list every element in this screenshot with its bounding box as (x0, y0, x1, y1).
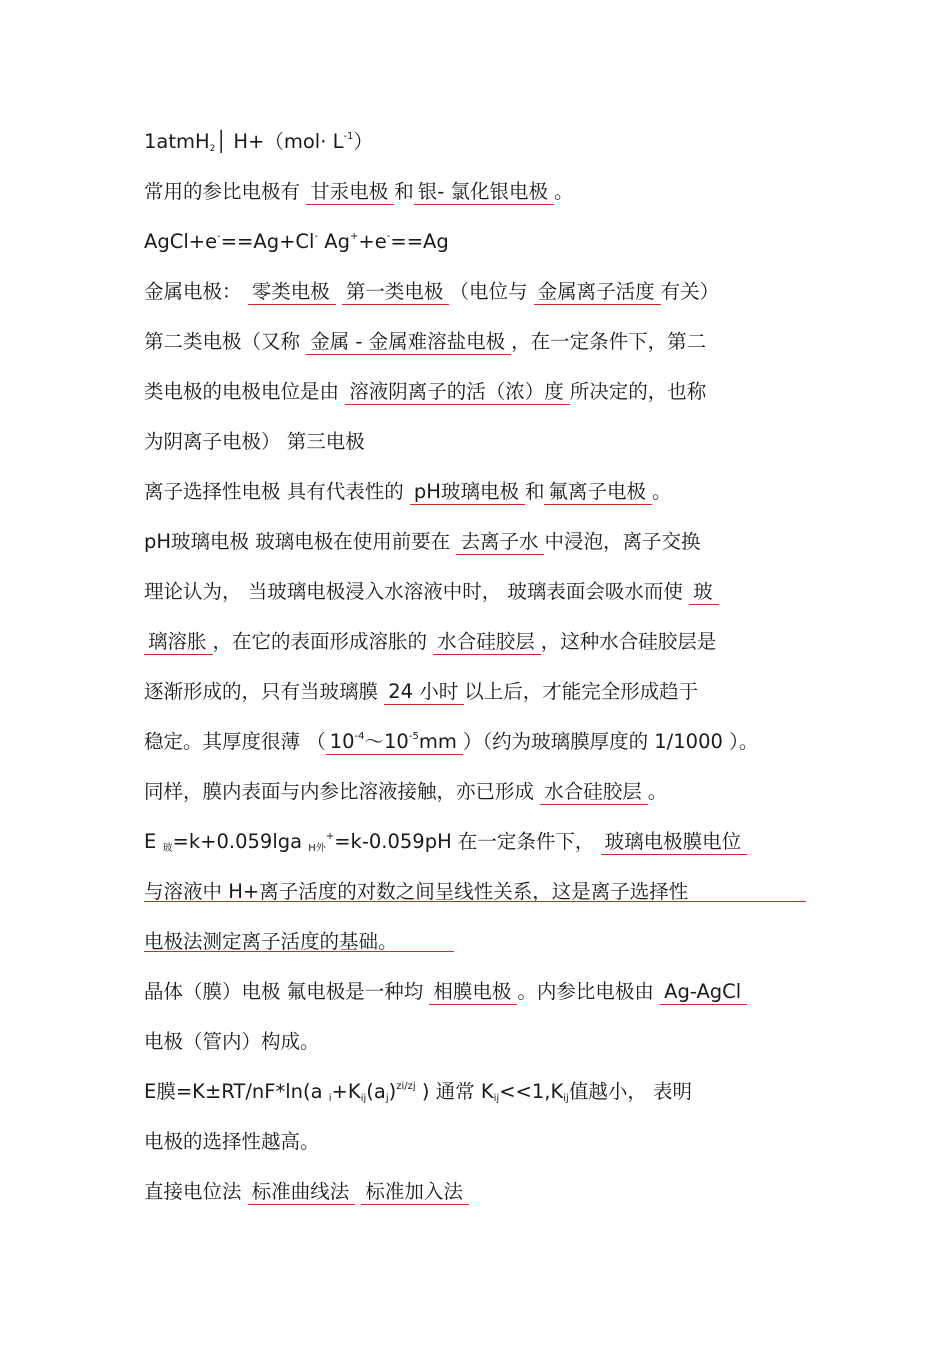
line-ion-selective (144, 477, 814, 507)
line-basis (144, 927, 814, 957)
text: ～10 (364, 730, 409, 753)
text: 逐渐形成的，只有当玻璃膜 (144, 680, 385, 703)
subscript: j (385, 1093, 389, 1104)
text: 理论认为， 当玻璃电极浸入水溶液中时， 玻璃表面会吸水而使 (144, 580, 690, 603)
text: 。 (553, 180, 574, 203)
text: pH玻璃电极 玻璃电极在使用前要在 (144, 530, 457, 553)
line-second-class (144, 327, 814, 357)
text: ==Ag (390, 230, 449, 253)
text: 以上后，才能完全形成趋于 (464, 680, 699, 703)
underlined-answer: 金属 - 金属难溶盐电极 (306, 330, 511, 355)
underlined-answer: pH玻璃电极 (410, 480, 525, 505)
line-hydrated-layer (144, 627, 814, 657)
subscript: ij (563, 1093, 569, 1104)
line-hydrogen-electrode (144, 127, 814, 157)
superscript: + (350, 231, 359, 242)
subscript: H外 (308, 843, 326, 854)
line-reference-electrodes (144, 177, 814, 207)
underlined-answer: 标准曲线法 (248, 1180, 356, 1205)
text: ，在它的表面形成溶胀的 (212, 630, 434, 653)
text: 中浸泡，离子交换 (544, 530, 701, 553)
superscript: + (325, 831, 335, 842)
text: ==Ag+Cl (220, 230, 315, 253)
underlined-answer: Ag-AgCl (660, 980, 747, 1005)
underlined-answer: 电极法测定离子活度的基础。 (144, 930, 398, 953)
text: AgCl+e (144, 230, 218, 253)
text: 。 (647, 780, 668, 803)
text: 电极的选择性越高。 (144, 1130, 320, 1153)
text: 和 (394, 180, 414, 203)
text: │ H+（mol· L (215, 130, 344, 153)
line-ph-glass (144, 527, 814, 557)
subscript: ij (360, 1093, 367, 1104)
underlined-answer: 标准加入法 (361, 1180, 469, 1205)
text: 所决定的，也称 (569, 380, 707, 403)
line-membrane-equation (144, 1077, 814, 1107)
underlined-answer: 玻璃电极膜电位 (601, 830, 748, 855)
text: Ag (318, 230, 351, 253)
text: ） (353, 130, 373, 153)
text: 直接电位法 (144, 1180, 248, 1203)
text: =k+0.059lga (172, 830, 309, 853)
line-direct-potentiometry (144, 1177, 814, 1207)
underlined-answer: 零类电极 (248, 280, 336, 305)
superscript: - (217, 231, 221, 242)
underlined-answer: 甘汞电极 (306, 180, 394, 205)
text: 常用的参比电极有 (144, 180, 307, 203)
text: 为阴离子电极） 第三电极 (144, 430, 365, 453)
superscript: - (386, 231, 391, 242)
underlined-answer: 璃溶胀 (144, 630, 213, 655)
subscript: 2 (209, 144, 216, 154)
text: ) (388, 1080, 397, 1103)
text: 。 (651, 480, 672, 503)
subscript: 玻 (162, 843, 173, 854)
text: 有关） (660, 280, 720, 303)
text: 值越小， 表明 (568, 1080, 693, 1103)
text: +K (331, 1080, 361, 1103)
text: 1atmH (144, 130, 210, 153)
text: 稳定。其厚度很薄 （ (144, 730, 326, 753)
text: 第二类电极（又称 (144, 330, 307, 353)
underlined-answer: 水合硅胶层 (433, 630, 541, 655)
text: (a (366, 1080, 386, 1103)
line-third-class (144, 427, 814, 457)
text: 和 (524, 480, 545, 503)
line-ion-exchange (144, 577, 814, 607)
text: （电位与 (449, 280, 534, 303)
text: ，在一定条件下，第二 (511, 330, 707, 353)
line-selectivity (144, 1127, 814, 1157)
subscript: ij (493, 1093, 500, 1104)
underlined-answer: 水合硅胶层 (540, 780, 648, 805)
superscript: - (314, 231, 319, 242)
text: +e (358, 230, 387, 253)
line-second-class-potential (144, 377, 814, 407)
text: 。内参比电极由 (517, 980, 661, 1003)
line-linear-relation (144, 877, 814, 907)
underline-rule (144, 901, 806, 902)
superscript: zi/zj (396, 1081, 416, 1092)
line-crystal-electrode (144, 977, 814, 1007)
text: E膜=K±RT/nF*ln(a (144, 1080, 329, 1103)
underlined-answer: 与溶液中 H+离子活度的对数之间呈线性关系，这是离子选择性 (144, 880, 689, 903)
text: 同样，膜内表面与内参比溶液接触，亦已形成 (144, 780, 541, 803)
text: 电极（管内）构成。 (144, 1030, 320, 1053)
underlined-answer: 氟离子电极 (544, 480, 652, 505)
text: =k-0.059pH 在一定条件下， (334, 830, 601, 853)
line-electrode-construction (144, 1027, 814, 1057)
underlined-answer: 第一类电极 (342, 280, 450, 305)
underlined-answer: 相膜电极 (429, 980, 517, 1005)
line-formation-time (144, 677, 814, 707)
text: 金属电极： (144, 280, 248, 303)
subscript: i (328, 1093, 332, 1104)
underlined-answer: 24 小时 (384, 680, 464, 705)
text (336, 280, 342, 303)
text: 晶体（膜）电极 氟电极是一种均 (144, 980, 430, 1003)
underlined-answer: 玻 (689, 580, 719, 605)
text: mm (418, 730, 457, 753)
line-metal-electrodes (144, 277, 814, 307)
superscript: -5 (408, 731, 419, 742)
text: 10 (329, 730, 355, 753)
line-thickness (144, 727, 814, 757)
superscript: -4 (354, 731, 365, 742)
text: 离子选择性电极 具有代表性的 (144, 480, 410, 503)
line-glass-potential-equation (144, 827, 814, 857)
text: ）（约为玻璃膜厚度的 1/1000 ）。 (462, 730, 759, 753)
underlined-answer (326, 730, 463, 755)
underline-rule (144, 951, 454, 952)
text: ，这种水合硅胶层是 (540, 630, 717, 653)
line-inner-surface (144, 777, 814, 807)
text: <<1,K (499, 1080, 564, 1103)
text: E (144, 830, 163, 853)
underlined-answer: 溶液阴离子的活（浓）度 (345, 380, 570, 405)
underlined-answer: 去离子水 (456, 530, 544, 555)
line-agcl-reaction (144, 227, 814, 257)
underlined-answer: 银- 氯化银电极 (414, 180, 554, 205)
text: 类电极的电极电位是由 (144, 380, 346, 403)
text: ) 通常 K (415, 1080, 494, 1103)
underlined-answer: 金属离子活度 (534, 280, 661, 305)
superscript: -1 (343, 131, 354, 142)
